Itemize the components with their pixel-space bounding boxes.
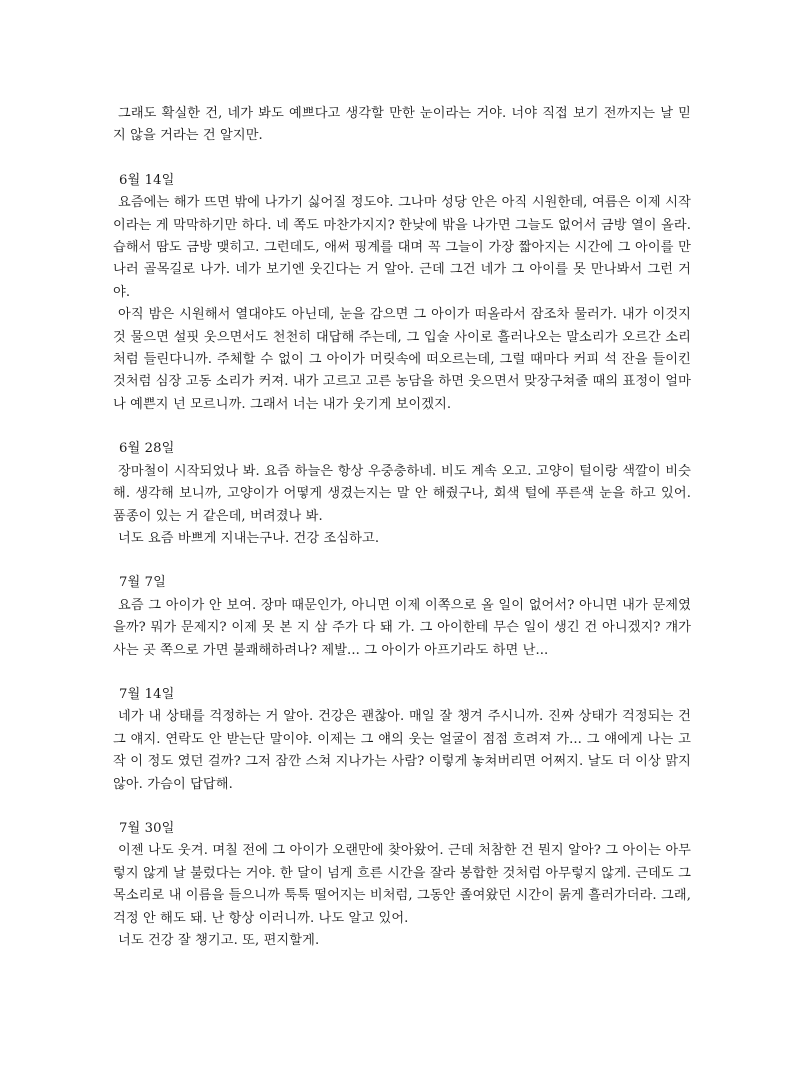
entry-date: 7월 7일 xyxy=(119,575,166,591)
entry-paragraph: 요즘 그 아이가 안 보여. 장마 때문인가, 아니면 이제 이쪽으로 올 일이 없어서? 아니면 내가 문제였을까? 뭐가 문제지? 이제 못 본 지 삼 주가 다 돼 가. 그 아이한테 무슨 일이 생긴 건 아니겠지? 걔가 사는 곳 쪽으로 가면 불쾌해하려나? 제발... 그 아이가 아프기라도 하면 난... xyxy=(113,597,691,658)
diary-entry-jun-28 xyxy=(113,438,691,550)
letter-body xyxy=(113,103,691,952)
entry-paragraph: 아직 밤은 시원해서 열대야도 아닌데, 눈을 감으면 그 아이가 떠올라서 잠조차 물러가. 내가 이것지것 물으면 설핏 웃으면서도 천천히 대답해 주는데, 그 입술 사이로 흘러나오는 말소리가 오르간 소리처럼 들린다니까. 주체할 수 없이 그 아이가 머릿속에 떠오르는데, 그럴 때마다 커피 석 잔을 들이킨 것처럼 심장 고동 소리가 커져. 내가 고르고 고른 농담을 하면 웃으면서 맞장구쳐줄 때의 표정이 얼마나 예쁜지 넌 모르니까. 그래서 너는 내가 웃기게 보이겠지. xyxy=(113,307,691,412)
entry-date: 6월 14일 xyxy=(119,172,175,188)
entry-paragraph: 너도 건강 잘 챙기고. 또, 편지할게. xyxy=(118,933,320,948)
intro-paragraph: 그래도 확실한 건, 네가 봐도 예쁘다고 생각할 만한 눈이라는 거야. 너야 직접 보기 전까지는 날 믿지 않을 거라는 건 알지만. xyxy=(113,106,691,144)
diary-entry-jul-14 xyxy=(113,684,691,796)
diary-entry-jun-14 xyxy=(113,170,691,416)
diary-entry-jul-7 xyxy=(113,572,691,662)
entry-date: 7월 30일 xyxy=(119,820,175,836)
entry-date: 7월 14일 xyxy=(119,686,175,702)
entry-date: 6월 28일 xyxy=(119,441,175,457)
entry-paragraph: 네가 내 상태를 걱정하는 거 알아. 건강은 괜찮아. 매일 잘 챙겨 주시니까. 진짜 상태가 걱정되는 건 그 얘지. 연락도 안 받는단 말이야. 이제는 그 얘의 웃는 얼굴이 점점 흐려져 가... 그 얘에게 나는 고작 이 정도 였던 걸까? 그저 잠깐 스쳐 지나가는 사람? 이렇게 놓쳐버리면 어쩌지. 날도 더 이상 맑지 않아. 가슴이 답답해. xyxy=(113,709,691,792)
entry-paragraph: 요즘에는 해가 뜨면 밖에 나가기 싫어질 정도야. 그나마 성당 안은 아직 시원한데, 여름은 이제 시작이라는 게 막막하기만 하다. 네 쪽도 마찬가지지? 한낮에 밖을 나가면 그늘도 없어서 금방 열이 올라. 습해서 땀도 금방 맺히고. 그런데도, 애써 핑계를 대며 꼭 그늘이 가장 짧아지는 시간에 그 아이를 만나러 골목길로 나가. 네가 보기엔 웃긴다는 거 알아. 근데 그건 네가 그 아이를 못 만나봐서 그런 거야. xyxy=(113,195,691,300)
entry-paragraph: 이젠 나도 웃겨. 며칠 전에 그 아이가 오랜만에 찾아왔어. 근데 처참한 건 뭔지 알아? 그 아이는 아무렇지 않게 날 불렀다는 거야. 한 달이 넘게 흐른 시간을 잘라 봉합한 것처럼 아무렇지 않게. 근데도 그 목소리로 내 이름을 들으니까 툭툭 떨어지는 비처럼, 그동안 졸여왔던 시간이 묽게 흘러가더라. 그래, 걱정 안 해도 돼. 난 항상 이러니까. 나도 알고 있어. xyxy=(113,843,691,926)
entry-paragraph: 장마철이 시작되었나 봐. 요즘 하늘은 항상 우중충하네. 비도 계속 오고. 고양이 털이랑 색깔이 비슷해. 생각해 보니까, 고양이가 어떻게 생겼는지는 말 안 해줬구나, 회색 털에 푸른색 눈을 하고 있어. 품종이 있는 거 같은데, 버려졌나 봐. xyxy=(113,463,691,524)
diary-entry-jul-30 xyxy=(113,818,691,952)
entry-paragraph: 너도 요즘 바쁘게 지내는구나. 건강 조심하고. xyxy=(118,530,380,546)
